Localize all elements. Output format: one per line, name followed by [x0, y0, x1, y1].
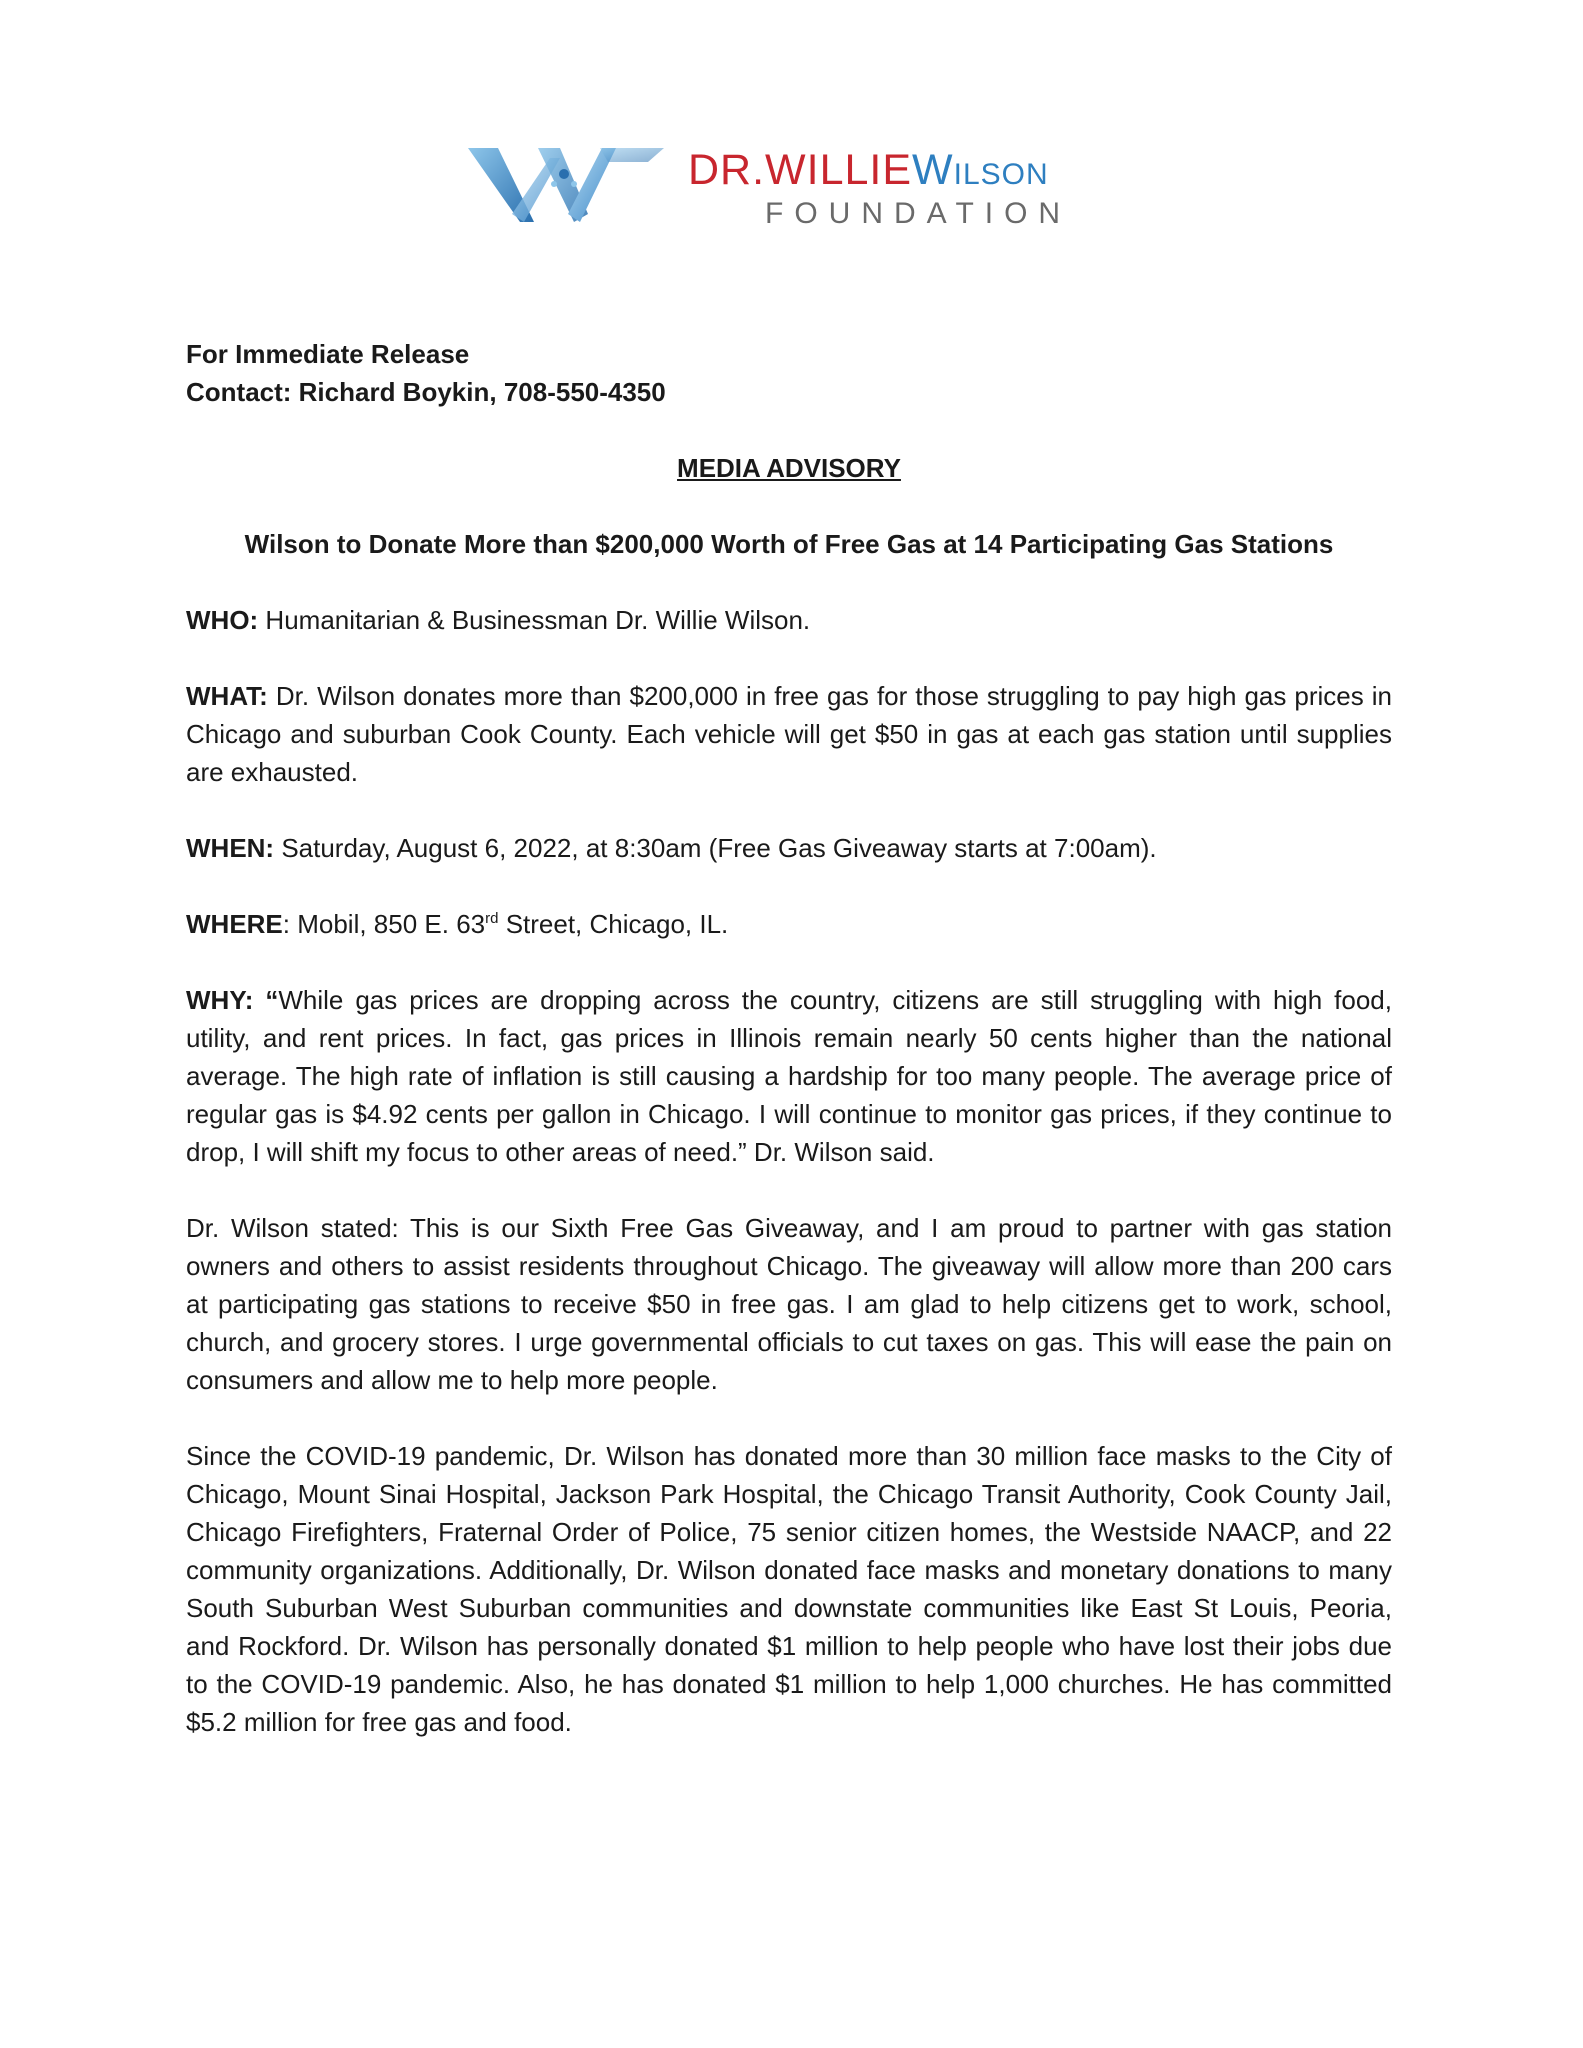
when-text: Saturday, August 6, 2022, at 8:30am (Free Gas Giveaway starts at 7:00am).	[274, 833, 1157, 863]
where-label: WHERE	[186, 909, 283, 939]
who-paragraph	[186, 601, 1392, 639]
logo-name-red: DR.WILLIE	[688, 146, 913, 194]
release-line: For Immediate Release	[186, 339, 470, 369]
ww-logo-mark-icon	[468, 144, 668, 234]
where-superscript: rd	[485, 910, 499, 927]
logo-wordmark	[688, 146, 1049, 195]
document-body	[186, 335, 1392, 1741]
where-paragraph	[186, 905, 1392, 943]
logo-subtitle: FOUNDATION	[765, 197, 1072, 230]
what-label: WHAT:	[186, 681, 268, 711]
advisory-title: MEDIA ADVISORY	[677, 453, 901, 483]
foundation-logo	[468, 140, 1188, 240]
where-text-after: Street, Chicago, IL.	[498, 909, 729, 939]
who-label: WHO:	[186, 605, 259, 635]
why-paragraph	[186, 981, 1392, 1171]
headline: Wilson to Donate More than $200,000 Worth of Free Gas at 14 Participating Gas Stations	[244, 529, 1334, 559]
what-text: Dr. Wilson donates more than $200,000 in free gas for those struggling to pay high gas prices in Chicago and suburban Cook County. Each vehicle will get $50 in gas at each gas station until supplies are exhausted.	[186, 681, 1392, 787]
where-text-before: : Mobil, 850 E. 63	[282, 909, 486, 939]
when-label: WHEN:	[186, 833, 275, 863]
who-text: Humanitarian & Businessman Dr. Willie Wilson.	[258, 605, 811, 635]
contact-line: Contact: Richard Boykin, 708-550-4350	[186, 377, 666, 407]
when-paragraph	[186, 829, 1392, 867]
stated-paragraph: Dr. Wilson stated: This is our Sixth Free Gas Giveaway, and I am proud to partner with gas station owners and others to assist residents throughout Chicago. The giveaway will allow more than 200 cars at participating gas stations to receive $50 in free gas. I am glad to help citizens get to work, school, church, and grocery stores. I urge governmental officials to cut taxes on gas. This will ease the pain on consumers and allow me to help more people.	[186, 1213, 1392, 1395]
why-label: WHY: “	[186, 985, 279, 1015]
why-text: While gas prices are dropping across the country, citizens are still struggling with high food, utility, and rent prices. In fact, gas prices in Illinois remain nearly 50 cents higher than the national average. The high rate of inflation is still causing a hardship for too many people. The average price of regular gas is $4.92 cents per gallon in Chicago. I will continue to monitor gas prices, if they continue to drop, I will shift my focus to other areas of need.” Dr. Wilson said.	[186, 985, 1392, 1167]
what-paragraph	[186, 677, 1392, 791]
logo-name-blue: Wilson	[912, 146, 1049, 194]
covid-paragraph: Since the COVID-19 pandemic, Dr. Wilson has donated more than 30 million face masks to the City of Chicago, Mount Sinai Hospital, Jackson Park Hospital, the Chicago Transit Authority, Cook County Jail, Chicago Firefighters, Fraternal Order of Police, 75 senior citizen homes, the Westside NAACP, and 22 community organizations. Additionally, Dr. Wilson donated face masks and monetary donations to many South Suburban West Suburban communities and downstate communities like East St Louis, Peoria, and Rockford. Dr. Wilson has personally donated $1 million to help people who have lost their jobs due to the COVID-19 pandemic. Also, he has donated $1 million to help 1,000 churches. He has committed $5.2 million for free gas and food.	[186, 1441, 1392, 1737]
